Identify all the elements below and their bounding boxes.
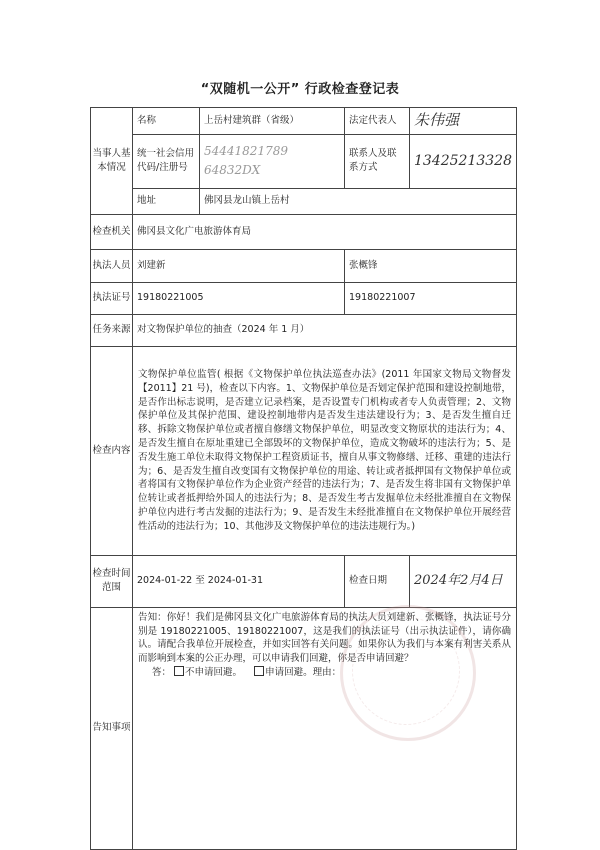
party-section-label: 当事人基本情况 bbox=[91, 108, 133, 215]
credit-code-line2: 64832DX bbox=[204, 163, 261, 178]
officer-1: 刘建新 bbox=[133, 249, 345, 282]
task-value: 对文物保护单位的抽查（2024 年 1 月） bbox=[133, 314, 517, 346]
period-sep: 至 bbox=[195, 575, 205, 587]
notice-cell bbox=[133, 607, 517, 849]
option-no-recusal: 不申请回避。 bbox=[185, 666, 243, 678]
legal-rep-label: 法定代表人 bbox=[345, 108, 410, 135]
contact-label: 联系人及联系方式 bbox=[345, 134, 410, 188]
address-label: 地址 bbox=[133, 188, 200, 214]
officer-2: 张概锋 bbox=[345, 249, 517, 282]
contact-value: 13425213328 bbox=[410, 134, 517, 188]
address-value: 佛冈县龙山镇上岳村 bbox=[200, 188, 517, 214]
name-value: 上岳村建筑群（省级） bbox=[200, 108, 345, 135]
agency-value: 佛冈县文化广电旅游体育局 bbox=[133, 214, 517, 249]
answer-prefix: 答： bbox=[152, 666, 172, 678]
option-recusal: 申请回避。理由： bbox=[265, 666, 342, 678]
check-date-value: 2024年2月4日 bbox=[410, 555, 517, 607]
period-start: 2024-01-22 bbox=[137, 575, 193, 587]
credit-code-value bbox=[200, 134, 345, 188]
checkbox-icon[interactable] bbox=[174, 666, 184, 676]
notice-answer bbox=[138, 666, 511, 680]
check-date-label: 检查日期 bbox=[345, 555, 410, 607]
content-text: 文物保护单位监管( 根据《文物保护单位执法巡查办法》(2011 年国家文物局文物督发【2011】21 号)，检查以下内容。1、文物保护单位是否划定保护范围和建设控制地带，是否作出标志说明，是否建立记录档案，是否设置专门机构或者专人负责管理；2、文物保护单位及其保护范围、建设控制地带内是否发生违法建设行为；3、是否发生擅自迁移、拆除文物保护单位或者擅自修缮文物保护单位，明显改变文物原状的违法行为；4、是否发生擅自在原址重建已全部毁坏的文物保护单位，造成文物破坏的违法行为；5、是否发生施工单位未取得文物保护工程资质证书，擅自从事文物修缮、迁移、重建的违法行为；6、是否发生擅自改变国有文物保护单位的用途、转让或者抵押国有文物保护单位或者将国有文物保护单位作为企业资产经营的违法行为；7、是否发生将非国有文物保护单位转让或者抵押给外国人的违法行为；8、是否发生考古发掘单位未经批准擅自在文物保护单位内进行考古发掘的违法行为；9、是否发生未经批准擅自在文物保护单位开展经营性活动的违法行为；10、其他涉及文物保护单位的违法违规行为。) bbox=[133, 346, 517, 555]
cert-2: 19180221007 bbox=[345, 282, 517, 314]
credit-code-label: 统一社会信用代码/注册号 bbox=[133, 134, 200, 188]
content-label: 检查内容 bbox=[91, 346, 133, 555]
cert-1: 19180221005 bbox=[133, 282, 345, 314]
agency-label: 检查机关 bbox=[91, 214, 133, 249]
credit-code-line1: 54441821789 bbox=[204, 144, 288, 159]
period-label: 检查时间范围 bbox=[91, 555, 133, 607]
period-range bbox=[133, 555, 345, 607]
cert-label: 执法证号 bbox=[91, 282, 133, 314]
notice-label: 告知事项 bbox=[91, 607, 133, 849]
task-label: 任务来源 bbox=[91, 314, 133, 346]
officers-label: 执法人员 bbox=[91, 249, 133, 282]
form-title: “双随机一公开” 行政检查登记表 bbox=[200, 82, 400, 97]
inspection-form bbox=[90, 107, 517, 850]
name-label: 名称 bbox=[133, 108, 200, 135]
period-end: 2024-01-31 bbox=[207, 575, 264, 587]
checkbox-icon[interactable] bbox=[254, 666, 264, 676]
legal-rep-signature: 朱伟强 bbox=[410, 108, 517, 135]
notice-text: 告知：你好！我们是佛冈县文化广电旅游体育局的执法人员刘建新、张概锋，执法证号分别是 19180221005、19180221007，这是我们的执法证号（出示执法证件），请你确认。请配合我单位开展检查，并如实回答有关问题。如果你认为我们与本案有利害关系从而影响到本案的公正办理，可以申请我们回避，你是否申请回避？ bbox=[138, 611, 512, 665]
